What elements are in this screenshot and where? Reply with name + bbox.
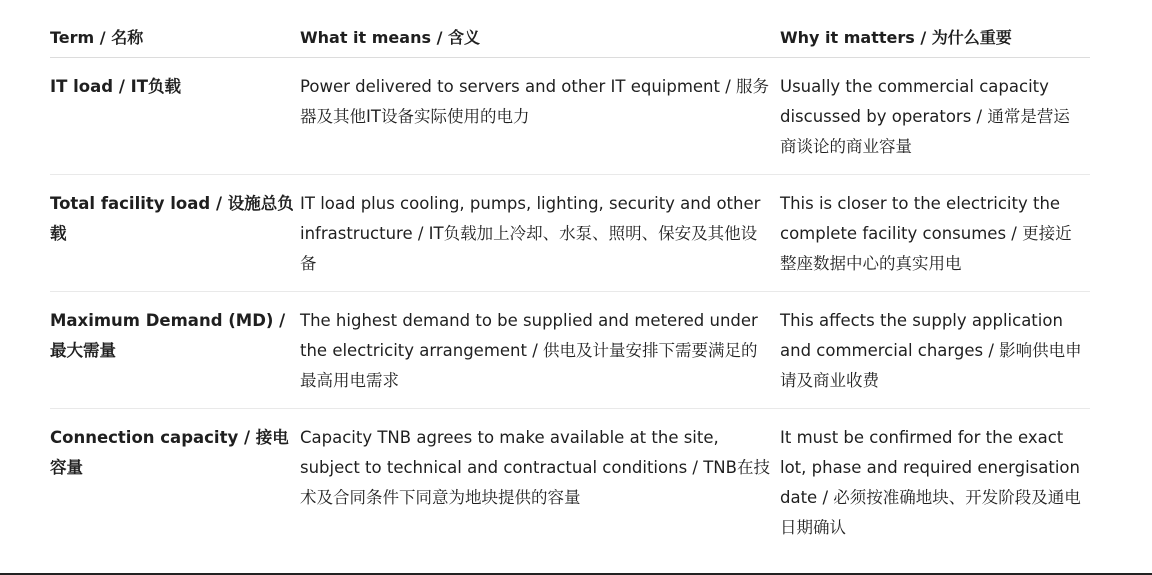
why-cell: This affects the supply application and commercial charges / 影响供电申请及商业收费 bbox=[780, 311, 1082, 390]
table-row bbox=[50, 175, 1090, 292]
meaning-cell: Capacity TNB agrees to make available at the site, subject to technical and contractual conditions / TNB在技术及合同条件下同意为地块提供的容量 bbox=[300, 428, 770, 507]
table-row bbox=[50, 409, 1090, 539]
why-cell: It must be confirmed for the exact lot, phase and required energisation date / 必须按准确地块、开发阶段及通电日期确认 bbox=[780, 428, 1081, 537]
why-cell: This is closer to the electricity the complete facility consumes / 更接近整座数据中心的真实用电 bbox=[780, 194, 1072, 273]
why-cell: Usually the commercial capacity discussed by operators / 通常是营运商谈论的商业容量 bbox=[780, 77, 1070, 156]
term-cell: Maximum Demand (MD) / 最大需量 bbox=[50, 311, 286, 360]
term-cell: Total facility load / 设施总负载 bbox=[50, 194, 294, 243]
header-meaning: What it means / 含义 bbox=[300, 28, 480, 47]
header-why: Why it matters / 为什么重要 bbox=[780, 28, 1012, 47]
meaning-cell: Power delivered to servers and other IT equipment / 服务器及其他IT设备实际使用的电力 bbox=[300, 77, 770, 126]
meaning-cell: IT load plus cooling, pumps, lighting, security and other infrastructure / IT负载加上冷却、水泵、照明、保安及其他设备 bbox=[300, 194, 761, 273]
term-cell: Connection capacity / 接电容量 bbox=[50, 428, 289, 477]
table-row bbox=[50, 58, 1090, 175]
meaning-cell: The highest demand to be supplied and metered under the electricity arrangement / 供电及计量安排下需要满足的最高用电需求 bbox=[300, 311, 758, 390]
header-term: Term / 名称 bbox=[50, 28, 144, 47]
definitions-table bbox=[50, 18, 1090, 539]
table-header-row bbox=[50, 18, 1090, 58]
table-row bbox=[50, 292, 1090, 409]
term-cell: IT load / IT负载 bbox=[50, 77, 181, 96]
